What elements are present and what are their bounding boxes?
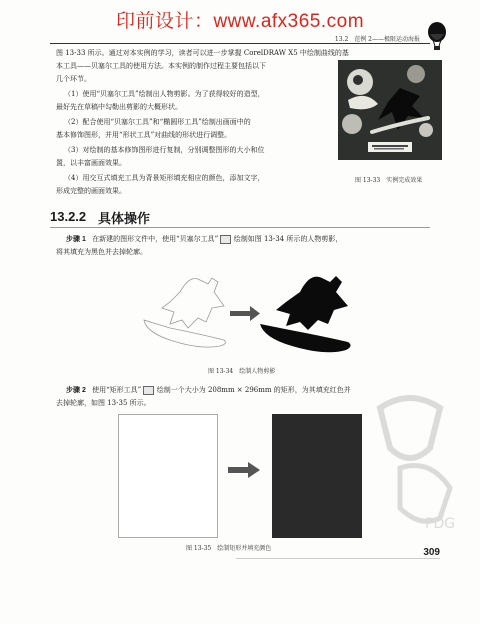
step-1-text: 在新建的图形文件中，使用“贝塞尔工具” (92, 235, 219, 243)
running-head: 13.2 范例 2——极限运动海报 (334, 36, 420, 43)
intro-item-4a: （4）用交互式填充工具为背景矩形填充相应的颜色，添加文字， (64, 174, 265, 182)
right-arrow-icon (228, 462, 260, 482)
rectangle-tool-icon (143, 386, 154, 395)
intro-item-2a: （2）配合使用“贝塞尔工具”和“椭圆形工具”绘制出画面中的 (64, 118, 251, 126)
intro-item-1a: （1）使用“贝塞尔工具”绘制出人物剪影。为了获得较好的造型， (64, 90, 265, 98)
figure-13-33-caption: 图 13-33 实例完成效果 (355, 177, 423, 184)
intro-line-3: 几个环节。 (56, 75, 91, 83)
poster-thumbnail-image (338, 60, 442, 160)
page-number: 309 (423, 547, 440, 558)
step-2-text: 使用“矩形工具” (92, 386, 142, 394)
pdg-seal-watermark (370, 388, 470, 542)
step-1-text-tail: 绘制如图 13-34 所示的人物剪影， (233, 235, 343, 243)
step-1-line-1 (66, 233, 456, 246)
intro-item-3b: 置，以丰富画面效果。 (56, 159, 126, 167)
step-2-text-tail: 绘制一个大小为 208mm × 296mm 的矩形，为其填充红色并 (156, 386, 351, 394)
section-title: 具体操作 (98, 211, 151, 226)
step-1-line-2: 将其填充为黑色并去掉轮廓。 (56, 248, 147, 256)
figure-13-34-caption: 图 13-34 绘制人物剪影 (208, 368, 276, 375)
intro-line-1: 图 13-33 所示。通过对本实例的学习，读者可以进一步掌握 CorelDRAW X5 中绘制曲线的基 (56, 49, 349, 57)
step-1-label: 步骤 1 (66, 236, 86, 243)
watermark-text: 印前设计：www.afx365.com (115, 11, 365, 32)
intro-line-2: 本工具——贝塞尔工具的使用方法。本实例的制作过程主要包括以下 (56, 62, 266, 70)
section-rule (50, 227, 430, 228)
intro-item-4b: 形成完整的画面效果。 (56, 187, 126, 195)
intro-item-3a: （3）对绘制的基本修饰图形进行复制，分别调整图形的大小和位 (64, 146, 265, 154)
silhouette-outline (144, 278, 225, 347)
figure-13-35-caption: 图 13-35 绘制矩形并填充颜色 (186, 545, 272, 552)
step-2-label: 步骤 2 (66, 387, 86, 394)
footer-rule (236, 558, 440, 559)
section-number: 13.2.2 (50, 209, 87, 224)
silhouette-filled (260, 276, 351, 352)
figure-13-34 (140, 262, 390, 366)
empty-rectangle-outline (118, 414, 218, 538)
intro-item-1b: 最好先在草稿中勾勒出剪影的大概形状。 (56, 103, 182, 111)
right-arrow-icon (230, 306, 260, 321)
bezier-tool-icon (220, 235, 231, 244)
filled-rectangle (272, 414, 362, 538)
svg-text:PDG: PDG (425, 516, 456, 532)
step-2-line-2: 去掉轮廓，如图 13-35 所示。 (56, 399, 151, 407)
header-rule (50, 43, 430, 44)
intro-item-2b: 基本修饰图形，并用“形状工具”对曲线的形状进行调整。 (56, 131, 232, 139)
